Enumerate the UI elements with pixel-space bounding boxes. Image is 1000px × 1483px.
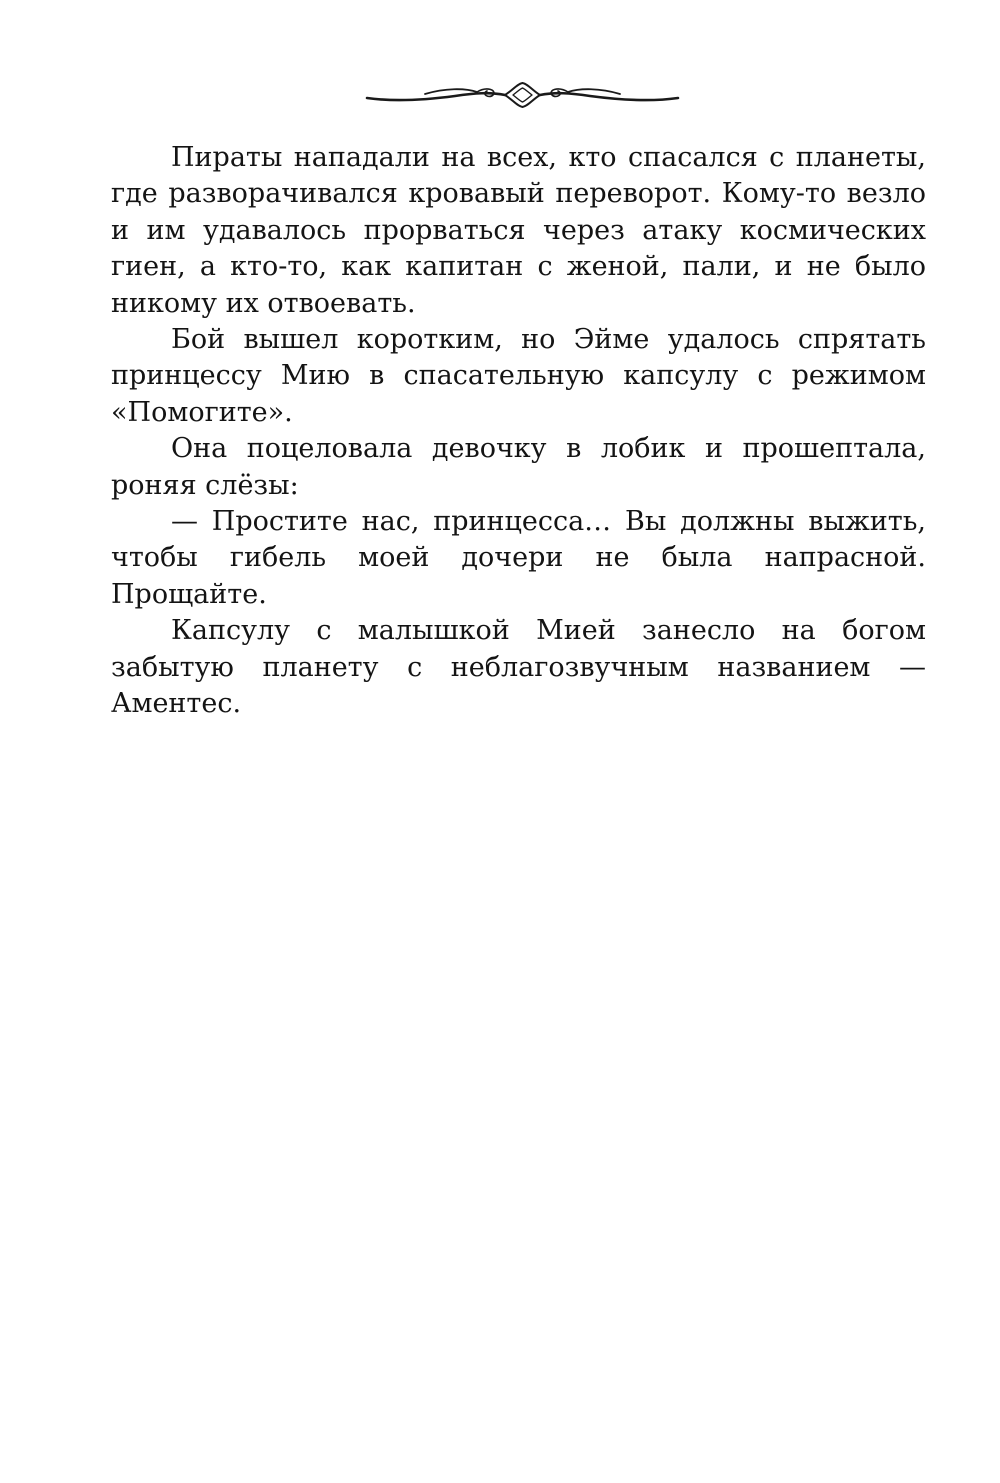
paragraph: Капсулу с малышкой Мией занесло на богом забытую планету с неблагозвучным названием — Аментес. bbox=[111, 615, 926, 720]
paragraph: — Простите нас, принцесса… Вы должны выжить, чтобы гибель моей дочери не была напрасной. Прощайте. bbox=[111, 506, 926, 610]
flourish-divider-icon bbox=[365, 80, 680, 112]
paragraph: Она поцеловала девочку в лобик и прошептала, роняя слёзы: bbox=[111, 433, 926, 501]
paragraph: Бой вышел коротким, но Эйме удалось спрятать принцессу Мию в спасательную капсулу с режимом «Помогите». bbox=[111, 324, 926, 428]
body-text bbox=[111, 140, 926, 723]
paragraph: Пираты нападали на всех, кто спасался с планеты, где разворачивался кровавый переворот. Кому-то везло и им удавалось прорваться через атаку космических гиен, а кто-то, как капитан с женой, пали, и не было никому их отвоевать. bbox=[111, 142, 926, 319]
